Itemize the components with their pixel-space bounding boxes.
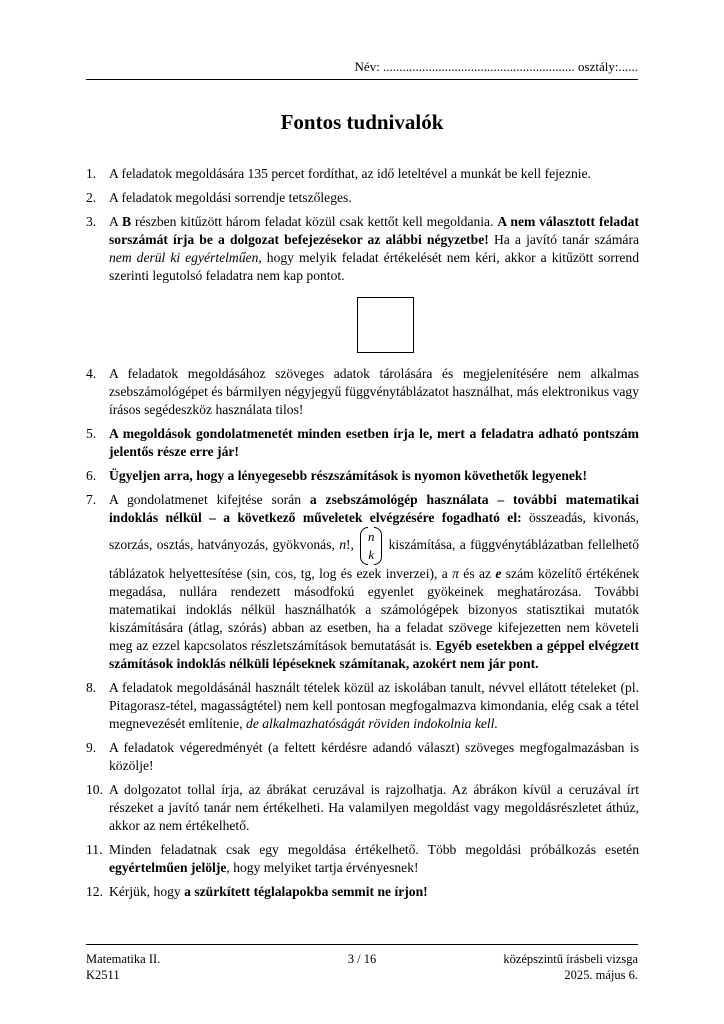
item-text: A dolgozatot tollal írja, az ábrákat ceruzával is rajzolhatja. Az ábrákon kívül a ceruzával írt részeket a javító tanár nem értékelheti. Ha valamilyen megoldást vagy megoldásrészletet áthúz, akkor az nem értékelhető. <box>109 782 639 833</box>
binomial-coefficient: n k <box>360 527 382 565</box>
item-text: A feladatok megoldásánál használt tételek közül az iskolában tanult, névvel ellátott tételeket (pl. Pitagorasz-tétel, magasságtétel) nem kell pontosan megfogalmazva kimondania, elég csak a tétel megnevezését említenie, de alkalmazhatóságát röviden indokolnia kell. <box>109 680 639 731</box>
instructions-list <box>86 165 639 907</box>
exam-date: 2025. május 6. <box>564 968 638 982</box>
item-number: 2. <box>86 190 97 205</box>
item-number: 8. <box>86 680 97 695</box>
item-number: 11. <box>86 842 103 857</box>
item-text: A B részben kitűzött három feladat közül csak kettőt kell megoldania. A nem választott feladat sorszámát írja be a dolgozat befejezésekor az alábbi négyzetbe! Ha a javító tanár számára nem derül ki egyértelműen, hogy melyik feladat értékelését nem kéri, akkor a kitűzött sorrend szerinti legutolsó feladatra nem kap pontot. <box>109 214 640 283</box>
item-text: Kérjük, hogy a szürkített téglalapokba semmit ne írjon! <box>109 884 428 899</box>
footer-right <box>503 951 638 983</box>
unchosen-task-number-box[interactable] <box>357 297 414 353</box>
list-item <box>86 679 639 733</box>
item-number: 6. <box>86 468 97 483</box>
list-item <box>86 883 639 901</box>
list-item <box>86 491 639 673</box>
item-number: 7. <box>86 492 97 507</box>
item-text: Ügyeljen arra, hogy a lényegesebb részszámítások is nyomon követhetők legyenek! <box>109 468 588 483</box>
list-item <box>86 781 639 835</box>
item-text: A feladatok megoldási sorrendje tetszőleges. <box>109 190 352 205</box>
item-text: A feladatok végeredményét (a feltett kérdésre adandó választ) szöveges megfogalmazásban is közölje! <box>109 740 639 773</box>
item-text: Minden feladatnak csak egy megoldása értékelhető. Több megoldási próbálkozás esetén egyértelműen jelölje, hogy melyiket tartja érvényesnek! <box>109 842 639 875</box>
exam-code: K2511 <box>86 968 120 982</box>
name-class-field[interactable]: Név: ........................................................... osztály:...... <box>354 59 638 74</box>
item-text: A feladatok megoldásához szöveges adatok tárolására és megjelenítésére nem alkalmas zsebszámológépet és bármilyen négyjegyű függvénytáblázatot használhat, más elektronikus vagy írásos segédeszköz használata tilos! <box>109 366 639 417</box>
page-number: 3 / 16 <box>347 952 377 966</box>
list-item <box>86 467 639 485</box>
item-number: 5. <box>86 426 97 441</box>
list-item <box>86 165 639 183</box>
list-item <box>86 213 639 353</box>
item-number: 1. <box>86 166 97 181</box>
list-item <box>86 841 639 877</box>
subject-label: Matematika II. <box>86 952 161 966</box>
item-number: 12. <box>86 884 103 899</box>
item-text: A feladatok megoldására 135 percet fordíthat, az idő leteltével a munkát be kell fejeznie. <box>109 166 591 181</box>
list-item <box>86 739 639 775</box>
footer-divider <box>86 944 638 945</box>
list-item <box>86 365 639 419</box>
list-item <box>86 425 639 461</box>
item-number: 3. <box>86 214 97 229</box>
item-text: A gondolatmenet kifejtése során a zsebszámológép használata – további matematikai indoklás nélkül – a következő műveletek elvégzésére fogadható el: összeadás, kivonás, szorzás, osztás, hatványozás, gyökvonás, n!, n k kiszámítása, a függvénytáblázatban fellelhető táblázatok helyettesítése (sin, cos, tg, log és ezek inverzei), a π és az e szám közelítő értékének megadása, nullára rendezett másodfokú egyenlet gyökeinek meghatározása. További matematikai indoklás nélkül használhatók a számológépek bizonyos statisztikai mutatók kiszámítására (átlag, szórás) abban az esetben, ha a feladat szövege kifejezetten nem követeli meg az ezzel kapcsolatos részletszámítások bemutatását is. Egyéb esetekben a géppel elvégzett számítások indoklás nélküli lépéseknek számítanak, azokért nem jár pont. <box>109 492 640 671</box>
list-item <box>86 189 639 207</box>
item-number: 9. <box>86 740 97 755</box>
item-number: 10. <box>86 782 103 797</box>
item-number: 4. <box>86 366 97 381</box>
header-divider <box>86 79 638 80</box>
page-title: Fontos tudnivalók <box>280 110 444 134</box>
exam-level: középszintű írásbeli vizsga <box>503 952 638 966</box>
item-text: A megoldások gondolatmenetét minden esetben írja le, mert a feladatra adható pontszám jelentős része erre jár! <box>109 426 639 459</box>
